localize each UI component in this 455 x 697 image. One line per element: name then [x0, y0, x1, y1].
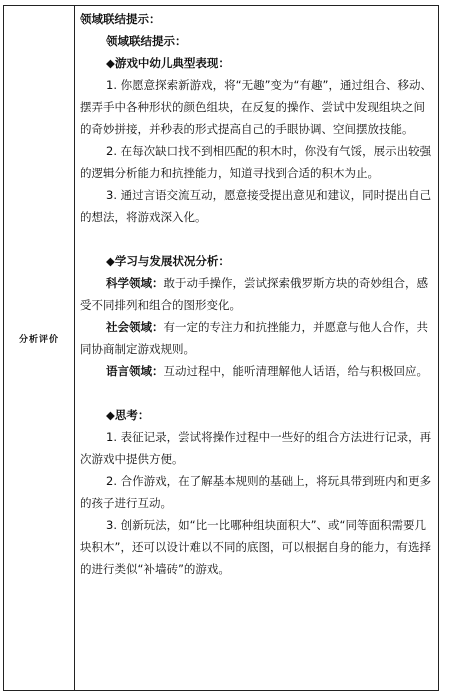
- social-label: 社会领域：: [106, 320, 164, 334]
- evaluation-table: [3, 5, 439, 691]
- science-label: 科学领域：: [106, 276, 164, 290]
- subheading: 领域联结提示：: [106, 34, 187, 48]
- language-label: 语言领域：: [106, 364, 164, 378]
- column-divider: [74, 6, 75, 690]
- social-text: 有一定的专注力和抗挫能力，并愿意与他人合作，共同协商制定游戏规则。: [80, 320, 428, 356]
- heading: 领域联结提示：: [80, 12, 161, 26]
- row-label: 分析评价: [18, 335, 59, 345]
- section3-paragraph-1: 1. 表征记录，尝试将操作过程中一些好的组合方法进行记录，再次游戏中提供方便。: [80, 430, 432, 466]
- section1-paragraph-1: 1. 你愿意探索新游戏，将“无趣”变为“有趣”，通过组合、移动、摆弄手中各种形状的颜色组块，在反复的操作、尝试中发现组块之间的奇妙拼接，并秒表的形式提高自己的手眼协调、空间摆放技能。: [80, 78, 432, 136]
- section1-title: ◆游戏中幼儿典型表现：: [106, 56, 230, 70]
- language-domain: [80, 360, 436, 382]
- science-domain: [80, 272, 436, 316]
- section3-paragraph-2: 2. 合作游戏，在了解基本规则的基础上，将玩具带到班内和更多的孩子进行互动。: [80, 474, 432, 510]
- section1-paragraph-2: 2. 在每次缺口找不到相匹配的积木时，你没有气馁，展示出较强的逻辑分析能力和抗挫能力，知道寻找到合适的积木为止。: [80, 144, 432, 180]
- language-text: 互动过程中，能听清理解他人话语，给与积极回应。: [163, 364, 428, 378]
- section1-paragraph-3: 3. 通过言语交流互动，愿意接受提出意见和建议，同时提出自己的想法，将游戏深入化。: [80, 188, 432, 224]
- social-domain: [80, 316, 436, 360]
- science-text: 敢于动手操作，尝试探索俄罗斯方块的奇妙组合，感受不同排列和组合的图形变化。: [80, 276, 428, 312]
- content-cell: [80, 8, 436, 580]
- section2-title: ◆学习与发展状况分析：: [106, 254, 230, 268]
- section3-title: ◆思考：: [106, 408, 150, 422]
- section3-paragraph-3: 3. 创新玩法，如“比一比哪种组块面积大”、或“同等面积需要几块积木”，还可以设计难以不同的底图，可以根据自身的能力，有选择的进行类似“补墙砖”的游戏。: [80, 518, 431, 576]
